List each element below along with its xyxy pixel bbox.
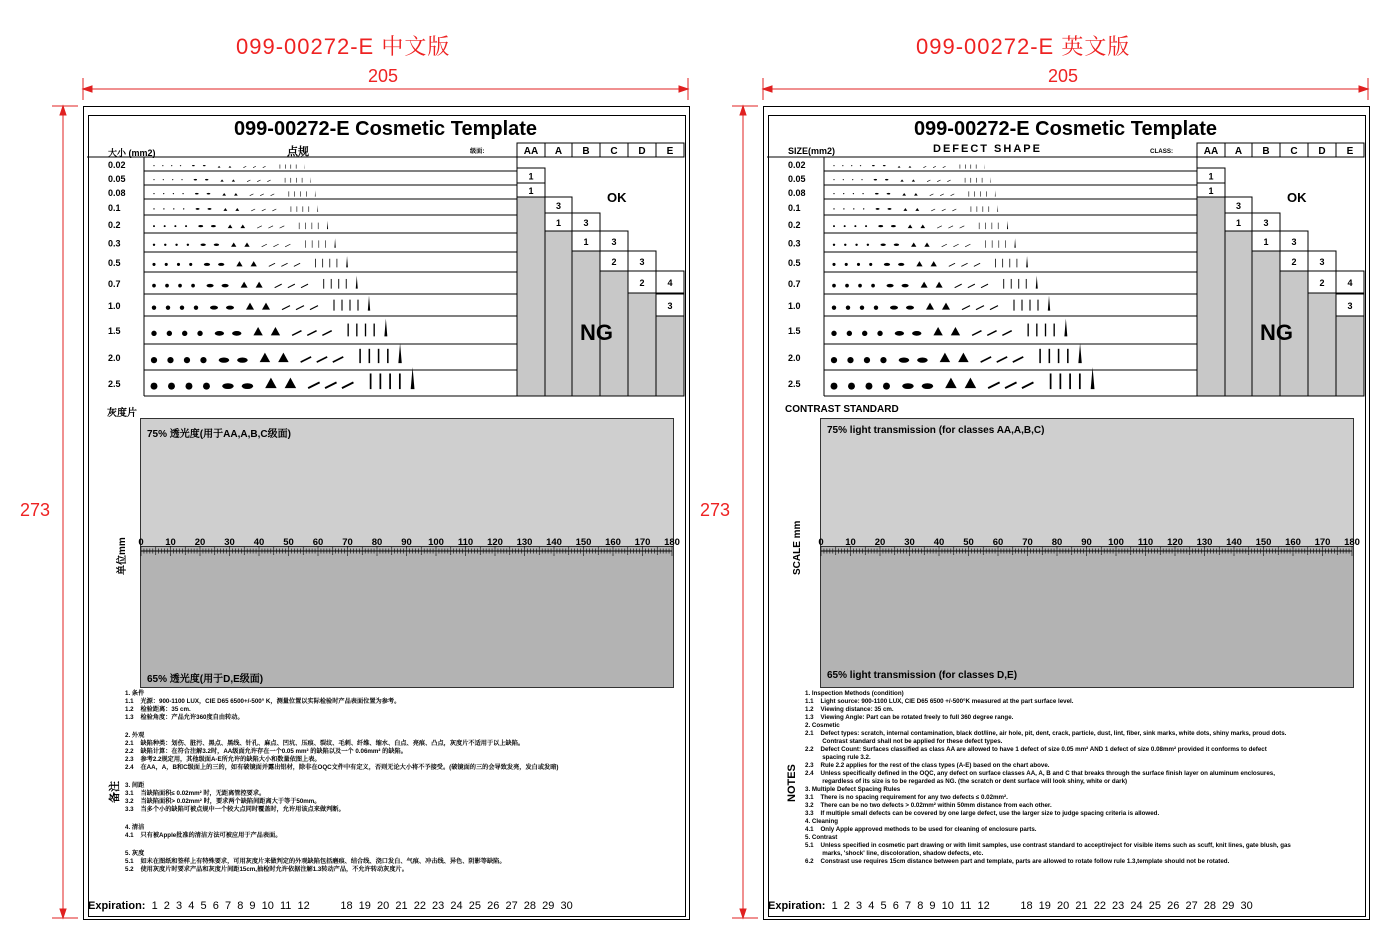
note-line: 4.1 Only Apple approved methods to be used for cleaning of enclosure parts. xyxy=(805,826,1037,833)
ruler-label: 180 xyxy=(1344,537,1360,548)
count-C: 2 xyxy=(1291,257,1297,267)
note-line: 3.1 当缺陷面积≤ 0.02mm² 时，无距离管控要求。 xyxy=(125,790,266,797)
size-label: 1.0 xyxy=(788,301,801,311)
ruler-label: 110 xyxy=(1137,537,1154,548)
size-label: 0.3 xyxy=(108,238,121,249)
count-AA: 1 xyxy=(528,171,534,182)
gray-bottom-label-en: 65% light transmission (for classes D,E) xyxy=(827,670,1018,681)
note-line: 4.1 只有被Apple批准的清洁方法可被应用于产品表面。 xyxy=(125,832,282,839)
ruler-label: 70 xyxy=(1022,537,1033,548)
note-line: 1.2 检验距离：35 cm. xyxy=(125,706,191,713)
note-line: 5.2 使用灰度片时要求产品和灰度片间距15cm,抽检时允许依据注解1.3转动产品，不允许转动灰度片。 xyxy=(125,866,408,873)
ruler-label: 30 xyxy=(904,537,915,548)
class-header-E: E xyxy=(666,146,674,157)
count-E: 3 xyxy=(667,301,673,311)
shape-label-en: DEFECT SHAPE xyxy=(933,143,1042,155)
ruler-label: 100 xyxy=(428,537,444,548)
size-label: 0.5 xyxy=(788,258,801,268)
count-C: 3 xyxy=(611,237,617,247)
note-line: 2. 外观 xyxy=(125,732,145,739)
notes-label-en: NOTES xyxy=(786,764,798,802)
ruler-label: 170 xyxy=(634,537,651,548)
size-label: 0.02 xyxy=(108,160,126,170)
note-line: 1.1 Light source: 900-1100 LUX, CIE D65 6500 +/-500°K measured at the part surface level. xyxy=(805,698,1074,705)
ruler-label: 150 xyxy=(1255,537,1272,548)
expiration-en xyxy=(768,900,1253,912)
class-header-A: A xyxy=(1234,146,1243,157)
ruler-label: 20 xyxy=(194,537,206,548)
ruler-label: 10 xyxy=(165,537,176,548)
ng-label: NG xyxy=(580,320,613,345)
count-D: 3 xyxy=(639,257,645,267)
note-line: 3.3 当多个小的缺陷可被点规中一个较大点同时覆盖时，允许用该点来做判断。 xyxy=(125,806,345,813)
class-header-D: D xyxy=(1318,146,1326,157)
note-line: 2.2 缺陷计算：在符合注解3.2时，AA级面允许存在一个0.05 mm² 的缺陷以及一个 0.06mm² 的缺陷。 xyxy=(125,748,407,755)
ruler-label: 60 xyxy=(992,537,1004,548)
size-label: 0.1 xyxy=(108,203,121,213)
note-line: 1. 条件 xyxy=(125,690,145,697)
count-D: 2 xyxy=(639,278,645,288)
ruler-label: 110 xyxy=(457,537,474,548)
note-line: 4. 清洁 xyxy=(125,824,145,831)
count-B: 3 xyxy=(1263,218,1269,228)
size-label: 0.05 xyxy=(108,174,126,184)
ruler-label: 50 xyxy=(963,537,974,548)
gray-bottom-label-cn: 65% 透光度(用于D,E级面) xyxy=(147,674,264,685)
gray-top-label-cn: 75% 透光度(用于AA,A,B,C级面) xyxy=(147,429,291,440)
ruler-label: 80 xyxy=(371,537,383,548)
count-AA: 1 xyxy=(1208,186,1214,196)
sheet-title-en: 099-00272-E Cosmetic Template xyxy=(913,118,1218,140)
count-AA: 1 xyxy=(528,186,534,196)
note-line: 2.2 Defect Count: Surfaces classified as class AA are allowed to have 1 defect of size 0.05 mm² AND 1 defect of size 0.08mm² provided it conforms to defect xyxy=(805,746,1267,753)
ruler-label: 140 xyxy=(1226,537,1242,548)
note-line: 3.3 If multiple small defects can be covered by one large defect, use the larger size to judge spacing criteria is allowed. xyxy=(805,810,1160,817)
class-header-D: D xyxy=(638,146,646,157)
ruler-label: 50 xyxy=(283,537,294,548)
ok-label: OK xyxy=(607,190,627,205)
contrast-label-cn: 灰度片 xyxy=(107,408,137,419)
note-line: 2.4 在AA，A，B和C级面上的三的，如有破镜面并露出铝材，除非在OQC文件中有定义，否则无论大小将不予接受。(破镜面的三的会导致发亮，发白或发暗) xyxy=(125,764,559,771)
ruler-label: 90 xyxy=(1081,537,1092,548)
count-A: 3 xyxy=(555,201,562,211)
ruler-label: 0 xyxy=(138,537,144,548)
ruler-label: 40 xyxy=(933,537,945,548)
ruler-label: 100 xyxy=(1108,537,1124,548)
ruler-label: 120 xyxy=(487,537,503,548)
ruler-label: 40 xyxy=(253,537,265,548)
ruler-label: 30 xyxy=(224,537,235,548)
class-header-C: C xyxy=(1290,146,1298,157)
count-B: 1 xyxy=(583,237,589,247)
height-dim-en: 273 xyxy=(700,500,731,520)
ruler-label: 170 xyxy=(1314,537,1331,548)
size-label: 0.1 xyxy=(788,203,801,213)
size-label: 0.2 xyxy=(108,220,121,230)
note-line: 2.1 缺陷种类：划伤、脏污、黑点、黑线、针孔、麻点、凹坑、压痕、裂纹、毛刺、纤维、缩水、白点、亮痕、凸点，灰度片不适用于以上缺陷。 xyxy=(125,740,525,747)
header-cn: 099-00272-E 中文版 xyxy=(236,34,451,59)
ruler-label: 90 xyxy=(401,537,412,548)
note-line: 5.1 如未在图纸和签样上有特殊要求，可用灰度片来做判定的外观缺陷包括磨痕、结合线、浇口发白、气痕、冲击线、异色、阴影等缺陷。 xyxy=(125,858,506,865)
ruler-label: 70 xyxy=(342,537,353,548)
size-label: 0.7 xyxy=(788,279,801,289)
note-line: 2.4 Unless specifically defined in the OQC, any defect on surface classes AA, A, B and C that breaks through the surface finish layer on aluminum enclosures, xyxy=(805,770,1275,777)
size-label: 1.0 xyxy=(108,301,121,311)
note-line: 3. Multiple Defect Spacing Rules xyxy=(805,786,901,793)
note-line: 3. 间距 xyxy=(125,782,145,789)
count-E: 4 xyxy=(667,278,673,288)
class-header-AA: AA xyxy=(523,146,539,157)
size-label: 0.3 xyxy=(788,238,801,249)
gray-top-label-en: 75% light transmission (for classes AA,A,B,C) xyxy=(827,425,1045,436)
note-line: 5.1 Unless specified in cosmetic part drawing or with limit samples, use contrast standard to accept/reject for visible items such as scuff, knit lines, gate blush, gas xyxy=(805,842,1291,849)
note-line: 1. Inspection Methods (condition) xyxy=(805,690,904,697)
size-label-cn: 大小 (mm2) xyxy=(108,148,156,158)
class-header-B: B xyxy=(1262,146,1270,157)
count-AA: 1 xyxy=(1208,171,1214,182)
scale-label-cn: 单位mm xyxy=(117,537,128,575)
expiration-label-cn: Expiration: xyxy=(88,900,146,912)
ruler-label: 160 xyxy=(605,537,621,548)
note-line: 1.2 Viewing distance: 35 cm. xyxy=(805,706,894,713)
note-line: 2.3 Rule 2.2 applies for the rest of the class types (A-E) based on the chart above. xyxy=(805,762,1050,769)
note-line: 2.3 参考2.2规定用，其他级面A-E所允许的缺陷大小和数量依图上表。 xyxy=(125,756,321,763)
note-line: spacing rule 3.2. xyxy=(805,754,871,761)
count-D: 2 xyxy=(1319,278,1325,288)
ruler-label: 20 xyxy=(874,537,886,548)
count-A: 3 xyxy=(1235,201,1242,211)
count-A: 1 xyxy=(1235,218,1242,228)
note-line: 4. Cleaning xyxy=(805,818,839,825)
header-en: 099-00272-E 英文版 xyxy=(916,34,1131,59)
width-dim-cn: 205 xyxy=(368,66,399,86)
ruler-label: 160 xyxy=(1285,537,1301,548)
size-label: 0.08 xyxy=(108,188,126,198)
count-B: 1 xyxy=(1263,237,1269,247)
size-label: 0.5 xyxy=(108,258,121,268)
size-label: 1.5 xyxy=(108,326,121,336)
ruler-label: 180 xyxy=(664,537,680,548)
note-line: 3.1 There is no spacing requirement for any two defects ≤ 0.02mm². xyxy=(805,794,1008,801)
height-dim-cn: 273 xyxy=(20,500,51,520)
note-line: 1.1 光源：900-1100 LUX，CIE D65 6500+/-500° K，测量位置以实际检验时产品表面位置为参考。 xyxy=(125,698,401,705)
count-D: 3 xyxy=(1319,257,1325,267)
expiration-numbers-en: 1 2 3 4 5 6 7 8 9 10 11 12 18 19 20 21 22 23 24 25 26 27 28 29 30 xyxy=(831,900,1253,912)
class-header-B: B xyxy=(582,146,590,157)
size-label-en: SIZE(mm2) xyxy=(788,146,836,156)
size-label: 0.08 xyxy=(788,188,806,198)
ruler-label: 60 xyxy=(312,537,324,548)
count-B: 3 xyxy=(583,218,589,228)
count-C: 3 xyxy=(1291,237,1297,247)
note-line: marks, 'shock' line, discoloration, shadow defects, etc. xyxy=(805,850,984,857)
size-label: 2.5 xyxy=(108,379,121,389)
ruler-label: 120 xyxy=(1167,537,1183,548)
ruler-label: 150 xyxy=(575,537,592,548)
note-line: 2. Cosmetic xyxy=(805,722,840,729)
size-label: 0.05 xyxy=(788,174,806,184)
count-E: 3 xyxy=(1347,301,1353,311)
ruler-label: 80 xyxy=(1051,537,1063,548)
sheet-title-cn: 099-00272-E Cosmetic Template xyxy=(233,118,538,140)
notes-en xyxy=(805,690,1291,866)
class-header-C: C xyxy=(610,146,618,157)
note-line: 5. Contrast xyxy=(805,834,838,841)
size-label: 2.5 xyxy=(788,379,801,389)
count-A: 1 xyxy=(555,218,562,228)
ok-label: OK xyxy=(1287,190,1307,205)
count-C: 2 xyxy=(611,257,617,267)
note-line: 1.3 检验角度：产品允许360度自由转动。 xyxy=(125,714,244,721)
ruler-label: 130 xyxy=(1196,537,1213,548)
notes-label-cn: 备注 xyxy=(109,781,121,803)
class-header-A: A xyxy=(554,146,563,157)
width-dim-en: 205 xyxy=(1048,66,1079,86)
size-label: 1.5 xyxy=(788,326,801,336)
scale-label-en: SCALE mm xyxy=(792,520,803,575)
note-line: Contrast standard shall not be applied for these defect types. xyxy=(805,738,1003,745)
note-line: 5. 灰度 xyxy=(125,850,145,857)
ruler-label: 130 xyxy=(516,537,533,548)
size-label: 0.02 xyxy=(788,160,806,170)
note-line: regardless of its size is to be regarded as NG. (the scratch or dent surface will look shiny, white or dark) xyxy=(805,778,1128,785)
count-E: 4 xyxy=(1347,278,1353,288)
class-header-E: E xyxy=(1346,146,1354,157)
note-line: 2.1 Defect types: scratch, internal contamination, black dot/line, air hole, pit, dent, crack, particle, dust, lint, fiber, sink marks, white dots, shiny marks, proud dots. xyxy=(805,730,1287,737)
ng-label: NG xyxy=(1260,320,1293,345)
note-line: 1.3 Viewing Angle: Part can be rotated freely to full 360 degree range. xyxy=(805,714,1014,721)
expiration-numbers-cn: 1 2 3 4 5 6 7 8 9 10 11 12 18 19 20 21 22 23 24 25 26 27 28 29 30 xyxy=(151,900,573,912)
class-label-en: CLASS: xyxy=(1150,148,1174,155)
note-line: 6.2 Constrast use requires 15cm distance between part and template, parts are allowed to rotate follow rule 1.3,template should not be rotated. xyxy=(805,858,1230,865)
size-label: 2.0 xyxy=(788,353,801,363)
size-label: 0.7 xyxy=(108,279,121,289)
size-label: 2.0 xyxy=(108,353,121,363)
contrast-label-en: CONTRAST STANDARD xyxy=(785,404,899,415)
class-header-AA: AA xyxy=(1203,146,1219,157)
class-label-cn: 级面: xyxy=(470,148,485,155)
note-line: 3.2 There can be no two defects > 0.02mm² within 50mm distance from each other. xyxy=(805,802,1052,809)
note-line: 3.2 当缺陷面积> 0.02mm² 时，要求两个缺陷间距离大于等于50mm。 xyxy=(125,798,321,805)
ruler-label: 140 xyxy=(546,537,562,548)
ruler-label: 10 xyxy=(845,537,856,548)
size-label: 0.2 xyxy=(788,220,801,230)
ruler-label: 0 xyxy=(818,537,824,548)
shape-label-cn: 点规 xyxy=(287,146,309,158)
expiration-label-en: Expiration: xyxy=(768,900,826,912)
